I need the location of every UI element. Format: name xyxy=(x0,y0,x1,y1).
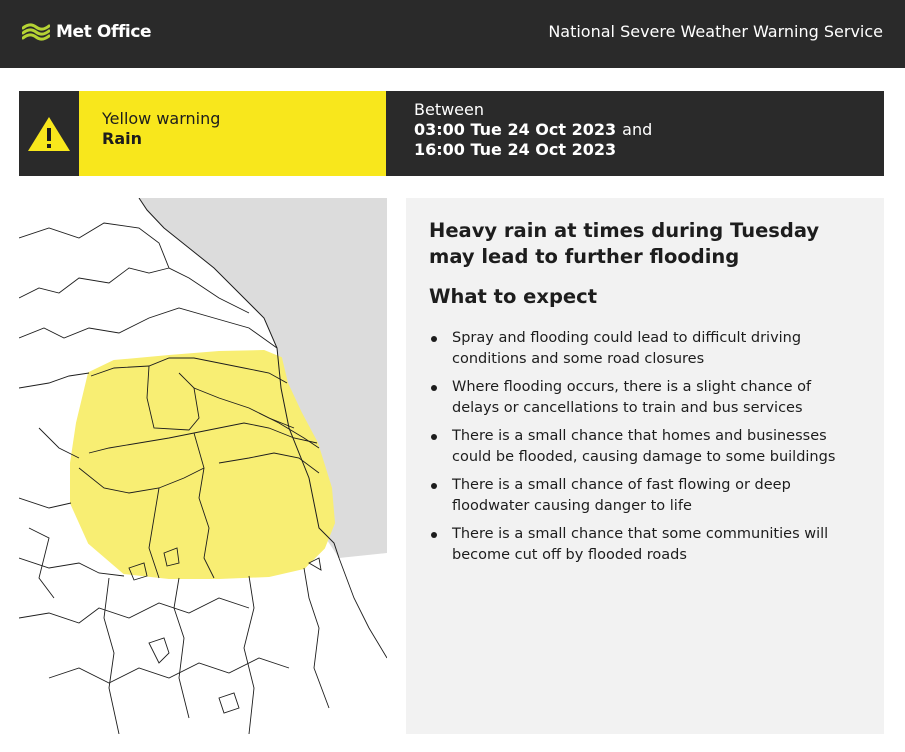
impact-item: There is a small chance of fast flowing or deep floodwater causing danger to life xyxy=(429,475,862,517)
warning-details-panel xyxy=(406,198,884,734)
between-label: Between xyxy=(414,100,485,119)
warning-banner xyxy=(19,91,884,176)
warning-icon-box xyxy=(19,91,79,176)
warning-level xyxy=(79,91,386,176)
warning-headline: Heavy rain at times during Tuesday may lead to further flooding xyxy=(429,219,820,268)
warning-validity xyxy=(386,91,884,176)
service-title: National Severe Weather Warning Service xyxy=(548,22,883,41)
met-office-logo[interactable] xyxy=(22,20,151,44)
impact-item: There is a small chance that homes and businesses could be flooded, causing damage to some buildings xyxy=(429,426,862,468)
what-to-expect-heading: What to expect xyxy=(429,285,598,308)
impact-item: There is a small chance that some communities will become cut off by flooded roads xyxy=(429,524,862,566)
and-label: and xyxy=(622,120,653,139)
impact-item: Where flooding occurs, there is a slight chance of delays or cancellations to train and bus services xyxy=(429,377,862,419)
impact-item: Spray and flooding could lead to difficult driving conditions and some road closures xyxy=(429,328,862,370)
impacts-list xyxy=(429,328,862,566)
met-office-waves-icon xyxy=(22,23,50,41)
logo-text: Met Office xyxy=(56,22,152,42)
warning-end-time: 16:00 Tue 24 Oct 2023 xyxy=(414,140,617,159)
warning-triangle-icon xyxy=(26,115,72,153)
warning-start-time: 03:00 Tue 24 Oct 2023 xyxy=(414,120,617,139)
warning-map[interactable] xyxy=(19,198,387,734)
warning-level-label: Yellow warning xyxy=(102,109,221,128)
warning-type: Rain xyxy=(102,129,142,148)
warning-area-map-svg xyxy=(19,198,387,734)
header-bar xyxy=(0,0,905,68)
